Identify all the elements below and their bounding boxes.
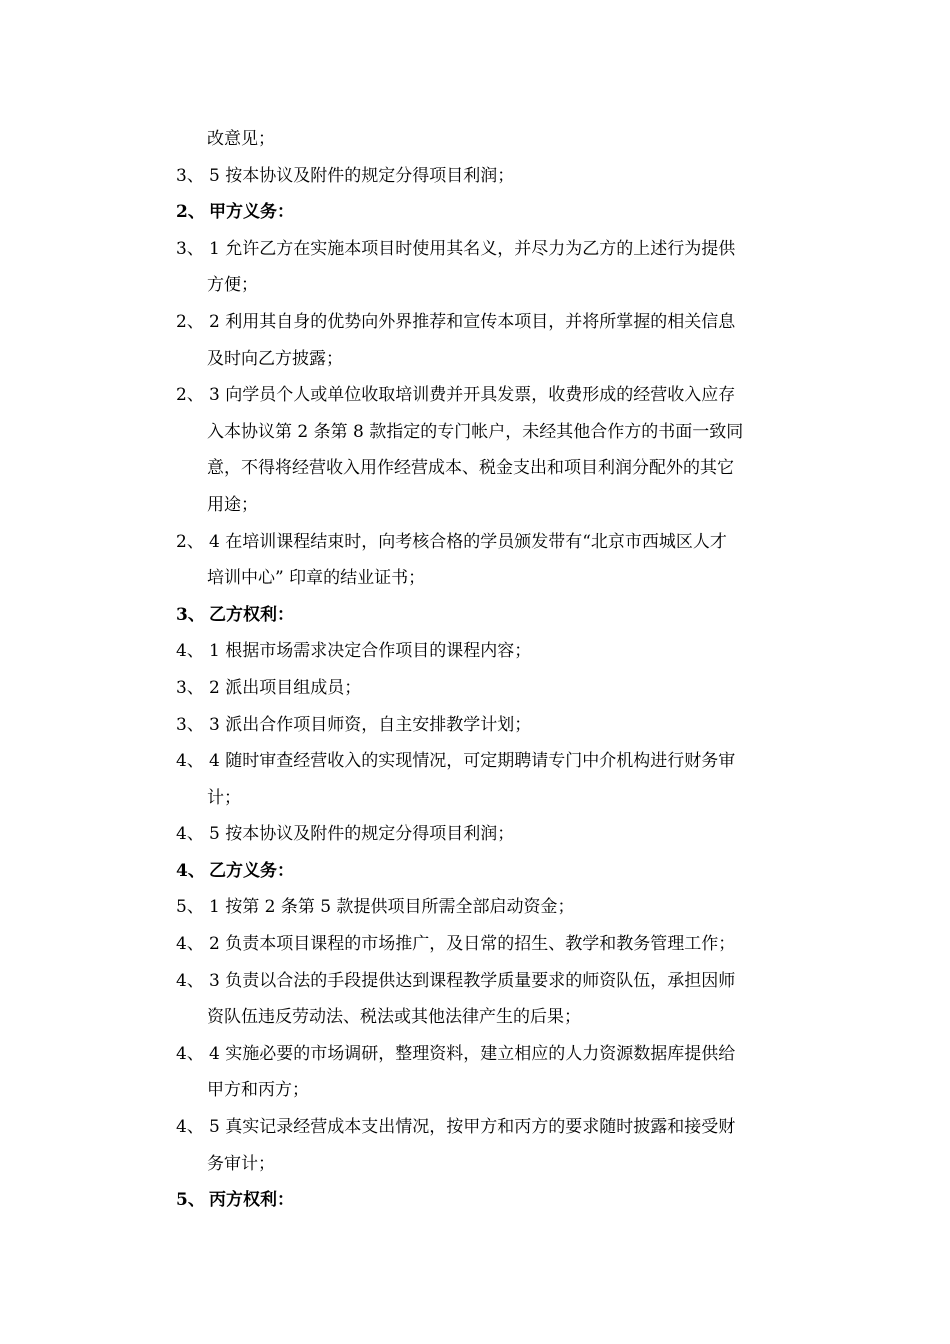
clause-text: 3 负责以合法的手段提供达到课程教学质量要求的师资队伍，承担因师 — [209, 970, 736, 991]
clause-number: 2、 — [176, 385, 204, 406]
continuation-line — [176, 1072, 816, 1109]
clause-line — [176, 670, 816, 707]
clause-line — [176, 524, 816, 561]
clause-line — [176, 633, 816, 670]
section-title: 丙方权利： — [209, 1190, 294, 1211]
clause-line — [176, 707, 816, 744]
clause-number: 4、 — [176, 970, 204, 991]
clause-text: 2 利用其自身的优势向外界推荐和宣传本项目，并将所掌握的相关信息 — [209, 311, 736, 332]
clause-line — [176, 743, 816, 780]
clause-number: 3、 — [176, 165, 204, 186]
line-text: 方便； — [207, 275, 258, 296]
clause-number: 4、 — [176, 934, 204, 955]
line-text: 甲方和丙方； — [207, 1080, 309, 1101]
section-number: 5、 — [176, 1190, 205, 1211]
clause-text: 1 允许乙方在实施本项目时使用其名义，并尽力为乙方的上述行为提供 — [209, 238, 736, 259]
section-number: 3、 — [176, 604, 205, 625]
line-text: 意，不得将经营收入用作经营成本、税金支出和项目利润分配外的其它 — [207, 458, 734, 479]
clause-line — [176, 377, 816, 414]
line-text: 务审计； — [207, 1153, 275, 1174]
clause-text: 5 按本协议及附件的规定分得项目利润； — [209, 165, 515, 186]
clause-number: 3、 — [176, 677, 204, 698]
continuation-line — [176, 267, 816, 304]
clause-text: 5 按本协议及附件的规定分得项目利润； — [209, 824, 515, 845]
clause-text: 2 负责本项目课程的市场推广，及日常的招生、教学和教务管理工作； — [209, 934, 736, 955]
clause-line — [176, 816, 816, 853]
continuation-line — [176, 121, 816, 158]
line-text: 入本协议第 2 条第 8 款指定的专门帐户，未经其他合作方的书面一致同 — [207, 421, 744, 442]
clause-line — [176, 1109, 816, 1146]
clause-line — [176, 1036, 816, 1073]
clause-line — [176, 158, 816, 195]
section-heading — [176, 1182, 816, 1219]
clause-text: 2 派出项目组成员； — [209, 677, 362, 698]
section-heading — [176, 194, 816, 231]
clause-number: 5、 — [176, 897, 204, 918]
section-title: 甲方义务： — [209, 202, 294, 223]
clause-text: 5 真实记录经营成本支出情况，按甲方和丙方的要求随时披露和接受财 — [209, 1117, 736, 1138]
clause-text: 1 按第 2 条第 5 款提供项目所需全部启动资金； — [209, 897, 575, 918]
continuation-line — [176, 780, 816, 817]
clause-number: 4、 — [176, 824, 204, 845]
clause-number: 4、 — [176, 1117, 204, 1138]
continuation-line — [176, 560, 816, 597]
continuation-line — [176, 450, 816, 487]
clause-text: 3 向学员个人或单位收取培训费并开具发票，收费形成的经营收入应存 — [209, 385, 736, 406]
line-text: 改意见； — [207, 129, 275, 149]
clause-number: 4、 — [176, 641, 204, 662]
continuation-line — [176, 999, 816, 1036]
document-body — [176, 121, 816, 1219]
clause-number: 3、 — [176, 238, 204, 259]
clause-number: 4、 — [176, 1043, 204, 1064]
section-number: 4、 — [176, 860, 205, 881]
clause-line — [176, 926, 816, 963]
clause-number: 3、 — [176, 714, 204, 735]
section-title: 乙方义务： — [209, 860, 294, 881]
section-heading — [176, 597, 816, 634]
line-text: 培训中心” 印章的结业证书； — [207, 568, 426, 589]
section-title: 乙方权利： — [209, 604, 294, 625]
continuation-line — [176, 414, 816, 451]
clause-text: 4 在培训课程结束时，向考核合格的学员颁发带有“北京市西城区人才 — [209, 531, 727, 552]
clause-number: 4、 — [176, 751, 204, 772]
continuation-line — [176, 487, 816, 524]
clause-text: 1 根据市场需求决定合作项目的课程内容； — [209, 641, 532, 662]
clause-line — [176, 231, 816, 268]
section-number: 2、 — [176, 202, 205, 223]
line-text: 计； — [207, 787, 241, 808]
clause-text: 4 实施必要的市场调研，整理资料，建立相应的人力资源数据库提供给 — [209, 1043, 736, 1064]
clause-line — [176, 889, 816, 926]
clause-line — [176, 304, 816, 341]
clause-text: 3 派出合作项目师资，自主安排教学计划； — [209, 714, 532, 735]
clause-number: 2、 — [176, 531, 204, 552]
line-text: 用途； — [207, 494, 258, 515]
line-text: 资队伍违反劳动法、税法或其他法律产生的后果； — [207, 1007, 581, 1028]
clause-line — [176, 963, 816, 1000]
line-text: 及时向乙方披露； — [207, 348, 343, 369]
continuation-line — [176, 1146, 816, 1183]
section-heading — [176, 853, 816, 890]
continuation-line — [176, 341, 816, 378]
clause-text: 4 随时审查经营收入的实现情况，可定期聘请专门中介机构进行财务审 — [209, 751, 736, 772]
clause-number: 2、 — [176, 311, 204, 332]
